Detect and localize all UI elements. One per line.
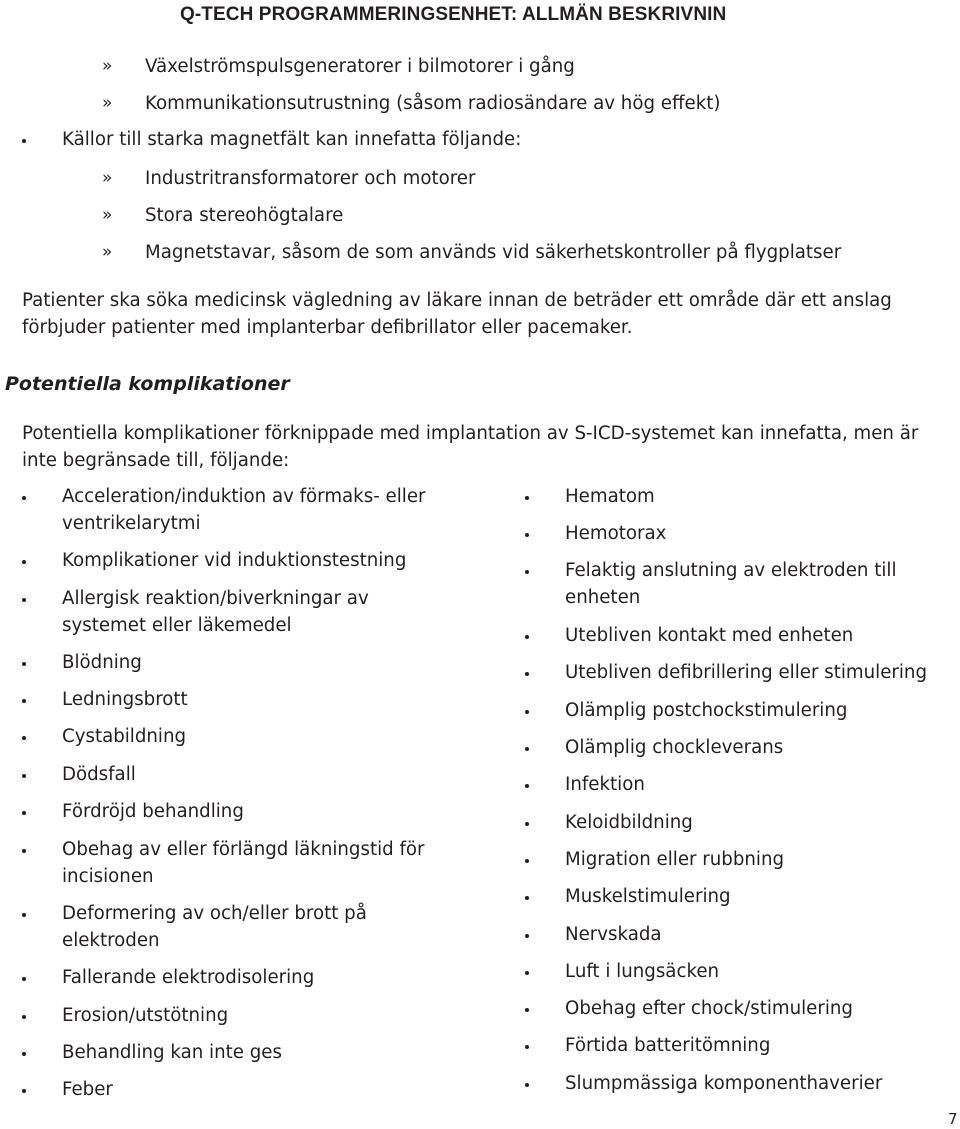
bullet-icon: [525, 971, 529, 975]
list-item-line: Slumpmässiga komponenthaverier: [565, 1073, 883, 1094]
list-item-text: [565, 883, 731, 910]
bullet-icon: [525, 635, 529, 639]
list-item-line: Feber: [62, 1079, 113, 1100]
bullet-icon: [22, 977, 26, 981]
sub-item-text: Växelströmspulsgeneratorer i bilmotorer i gång: [145, 56, 575, 77]
bullet-icon: [22, 1015, 26, 1019]
page-header: Q-TECH PROGRAMMERINGSENHET: ALLMÄN BESKRIVNIN: [180, 4, 727, 25]
list-item-text: [62, 798, 244, 825]
bullet-icon: [525, 1083, 529, 1087]
sub-item-text: Kommunikationsutrustning (såsom radiosändare av hög effekt): [145, 93, 721, 114]
list-item-line: Utebliven kontakt med enheten: [565, 625, 854, 646]
list-item-line: Deformering av och/eller brott på: [62, 903, 367, 924]
sub-marker: »: [102, 168, 113, 188]
bullet-icon: [525, 784, 529, 788]
bullet-icon: [22, 699, 26, 703]
bullet-icon: [22, 913, 26, 917]
list-item-text: [62, 547, 406, 574]
list-item-line: Infektion: [565, 774, 645, 795]
bullet-icon: [22, 811, 26, 815]
list-item-text: [565, 1032, 770, 1059]
list-item-line: Felaktig anslutning av elektroden till: [565, 560, 897, 581]
list-item-line: Nervskada: [565, 924, 662, 945]
list-item-text: [62, 686, 188, 713]
bullet-icon: [22, 560, 26, 564]
list-item-text: [62, 761, 136, 788]
list-item-text: [565, 958, 719, 985]
list-item-text: [62, 900, 367, 954]
bullet-icon: [525, 570, 529, 574]
list-item-text: [565, 697, 847, 724]
list-item-line: Utebliven defibrillering eller stimulering: [565, 662, 927, 683]
list-item-text: [62, 723, 186, 750]
advice-line: Patienter ska söka medicinsk vägledning av läkare innan de beträder ett område där ett anslag: [22, 290, 892, 311]
list-item-line: Dödsfall: [62, 764, 136, 785]
list-item-text: [565, 520, 666, 547]
list-item-line: Cystabildning: [62, 726, 187, 747]
list-item-line: Obehag efter chock/stimulering: [565, 998, 853, 1019]
list-item-line: Obehag av eller förlängd läkningstid för: [62, 839, 425, 860]
list-item-text: [565, 995, 853, 1022]
bullet-icon: [22, 598, 26, 602]
list-item-line: elektroden: [62, 930, 160, 951]
list-item-text: [565, 921, 662, 948]
bullet-icon: [525, 1045, 529, 1049]
page-number: 7: [948, 1110, 958, 1128]
list-item-text: [62, 483, 426, 537]
list-item-text: [565, 771, 645, 798]
bullet-icon: [22, 849, 26, 853]
list-item-text: [565, 809, 693, 836]
list-item-line: systemet eller läkemedel: [62, 615, 292, 636]
list-item-text: [62, 1002, 228, 1029]
list-item-text: [62, 649, 142, 676]
list-item-line: Acceleration/induktion av förmaks- eller: [62, 486, 426, 507]
list-item-line: incisionen: [62, 866, 154, 887]
list-item-line: Ledningsbrott: [62, 689, 188, 710]
list-item-text: [565, 846, 784, 873]
list-item-line: Erosion/utstötning: [62, 1005, 229, 1026]
list-item-line: Fördröjd behandling: [62, 801, 244, 822]
sub-item-text: Industritransformatorer och motorer: [145, 168, 476, 189]
intro-line: inte begränsade till, följande:: [22, 450, 290, 471]
list-item-line: enheten: [565, 587, 641, 608]
section-intro: [22, 420, 918, 474]
intro-line: Potentiella komplikationer förknippade med implantation av S-ICD-systemet kan innefatta, men är: [22, 423, 919, 444]
list-item-line: Olämplig postchockstimulering: [565, 700, 848, 721]
sub-marker: »: [102, 93, 113, 113]
bullet-icon: [22, 774, 26, 778]
bullet-icon: [22, 662, 26, 666]
list-item-line: Blödning: [62, 652, 142, 673]
list-item-line: Luft i lungsäcken: [565, 961, 720, 982]
bullet-icon: [525, 747, 529, 751]
sub-marker: »: [102, 56, 113, 76]
bullet-text: Källor till starka magnetfält kan innefatta följande:: [62, 129, 522, 150]
list-item-line: Förtida batteritömning: [565, 1035, 771, 1056]
advice-line: förbjuder patienter med implanterbar defibrillator eller pacemaker.: [22, 317, 633, 338]
list-item-text: [62, 836, 424, 890]
list-item-text: [62, 585, 369, 639]
bullet-icon: [22, 139, 26, 143]
bullet-icon: [525, 672, 529, 676]
sub-item-text: Stora stereohögtalare: [145, 205, 344, 226]
list-item-line: Hematom: [565, 486, 655, 507]
list-item-line: Allergisk reaktion/biverkningar av: [62, 588, 369, 609]
list-item-line: ventrikelarytmi: [62, 513, 201, 534]
list-item-text: [565, 659, 927, 686]
section-title: Potentiella komplikationer: [5, 373, 290, 395]
list-item-text: [565, 734, 783, 761]
list-item-text: [565, 622, 853, 649]
list-item-line: Fallerande elektrodisolering: [62, 967, 315, 988]
list-item-text: [565, 1070, 882, 1097]
list-item-line: Komplikationer vid induktionstestning: [62, 550, 407, 571]
bullet-icon: [525, 533, 529, 537]
sub-marker: »: [102, 205, 113, 225]
advice-paragraph: [22, 287, 892, 341]
list-item-text: [62, 1039, 282, 1066]
bullet-icon: [22, 496, 26, 500]
bullet-icon: [525, 934, 529, 938]
bullet-icon: [525, 710, 529, 714]
list-item-text: [62, 964, 314, 991]
list-item-line: Hemotorax: [565, 523, 667, 544]
list-item-line: Olämplig chockleverans: [565, 737, 784, 758]
list-item-text: [565, 557, 897, 611]
list-item-text: [62, 1076, 113, 1103]
bullet-icon: [525, 896, 529, 900]
sub-marker: »: [102, 242, 113, 262]
list-item-line: Behandling kan inte ges: [62, 1042, 282, 1063]
list-item-line: Keloidbildning: [565, 812, 693, 833]
list-item-text: [565, 483, 655, 510]
bullet-icon: [22, 1089, 26, 1093]
bullet-icon: [525, 822, 529, 826]
list-item-line: Muskelstimulering: [565, 886, 731, 907]
bullet-icon: [525, 1008, 529, 1012]
bullet-icon: [22, 736, 26, 740]
list-item-line: Migration eller rubbning: [565, 849, 785, 870]
bullet-icon: [525, 859, 529, 863]
bullet-icon: [22, 1052, 26, 1056]
bullet-icon: [525, 496, 529, 500]
sub-item-text: Magnetstavar, såsom de som används vid säkerhetskontroller på flygplatser: [145, 242, 842, 263]
